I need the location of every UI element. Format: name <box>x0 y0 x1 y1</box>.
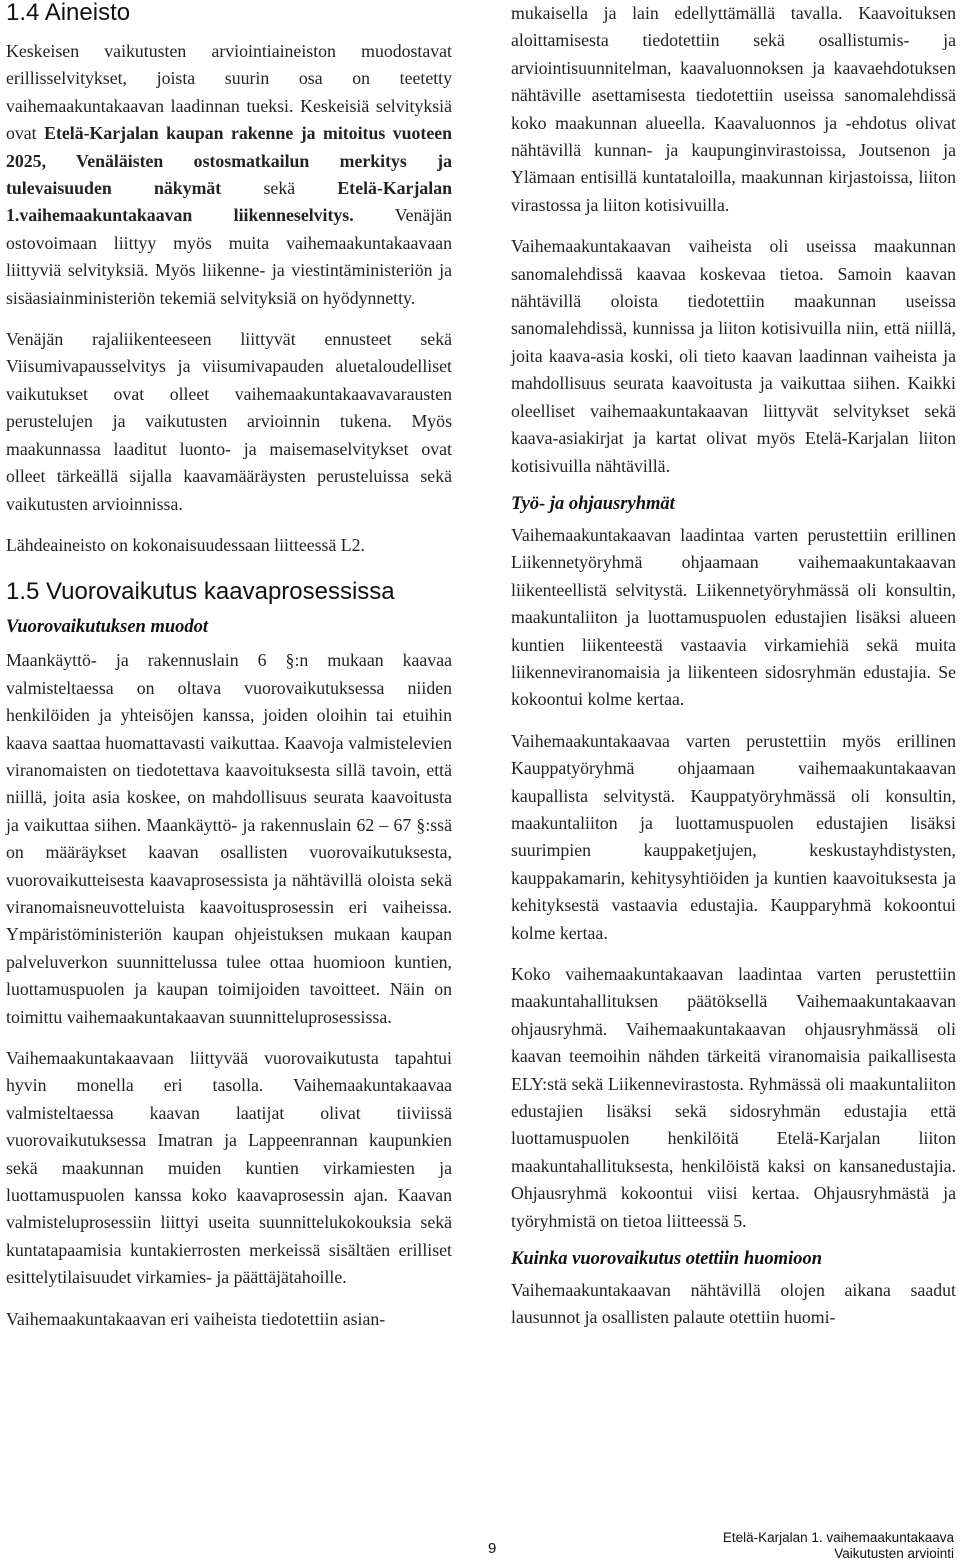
text-run: Venäjän ostovoimaan liittyy myös muita vaihemaakuntakaavaan liittyviä selvityksiä. Myös liikenne- ja viestintäministeriön ja sisäasiainministeriön tekemiä selvityksiä on hyödynnetty. <box>6 205 452 308</box>
paragraph-border-traffic: Venäjän rajaliikenteeseen liittyvät ennusteet sekä Viisumivapausselvitys ja viisumivapauden aluetaloudelliset vaikutukset ovat olleet vaihemaakuntakaavavarausten perustelujen ja vaikutusten arvioinnin tukena. Myös maakunnassa laaditut luonto- ja maisemaselvitykset ovat olleet tärkeällä sijalla kaavamääräysten perusteluissa sekä vaikutusten arvioinnissa. <box>6 329 452 514</box>
paragraph-notifications: mukaisella ja lain edellyttämällä tavalla. Kaavoituksen aloittamisesta tiedotettiin sekä osallistumis- ja arviointisuunnitelman, kaavaluonnoksen ja kaavaehdotuksen nähtäville asettamisesta tiedotettiin useissa sanomalehdissä koko maakunnan alueella. Kaavaluonnos ja -ehdotus olivat nähtävillä kunnan- ja kaupunginvirastoissa, Joutsenon ja Ylämaan entisillä kuntataloilla, maakunnan kirjastoissa, liiton virastossa ja liiton kotisivuilla. <box>511 3 956 215</box>
bold-report-title-traffic: Etelä-Karjalan 1.vaihemaakuntakaavan liikenneselvitys. <box>6 178 452 226</box>
bold-report-titles: Etelä-Karjalan kaupan rakenne ja mitoitus vuoteen 2025, Venäläisten ostosmatkailun merkitys ja tulevaisuuden näkymät <box>6 123 452 199</box>
left-column <box>6 0 452 1333</box>
paragraph-steering-group: Koko vaihemaakuntakaavan laadintaa varten perustettiin maakuntahallituksen päätöksellä Vaihemaakuntakaavan ohjausryhmä. Vaihemaakuntakaavan ohjausryhmässä oli kaavan teemoihin nähden tärkeitä viranomaisia paikallisesta ELY:stä sekä Liikennevirastosta. Ryhmässä oli maakuntaliiton edustajien lisäksi sekä sidosryhmän edustajia että luottamuspuolen henkilöitä Etelä-Karjalan liiton maakuntahallituksesta, henkilöistä kaksi on kansanedustajia. Ohjausryhmä kokoontui viisi kertaa. Ohjausryhmästä ja työryhmistä on tietoa liitteessä 5. <box>511 964 956 1231</box>
footer-title-line: Etelä-Karjalan 1. vaihemaakuntakaava <box>722 1530 954 1545</box>
subheading-vuorovaikutuksen-muodot: Vuorovaikutuksen muodot <box>6 617 209 638</box>
paragraph-traffic-group: Vaihemaakuntakaavan laadintaa varten perustettiin erillinen Liikennetyöryhmä ohjaamaan vaihemaakuntakaavan liikenteellistä selvitystä. Liikennetyöryhmässä oli konsultin, maakuntaliiton ja luottamuspuolen edustajien lisäksi alueen kuntien liikenteestä vastaavia virkamiehiä sekä muita liikenneviranomaisia ja liikenteen sidosryhmän edustajia. Se kokoontui kolme kertaa. <box>511 524 956 710</box>
paragraph-aineisto <box>6 38 452 312</box>
paragraph-continuation: Vaihemaakuntakaavan eri vaiheista tiedotettiin asian- <box>6 1308 386 1329</box>
footer-document-title <box>723 1530 954 1562</box>
paragraph-mrl: Maankäyttö- ja rakennuslain 6 §:n mukaan kaavaa valmisteltaessa on oltava vuorovaikutuksessa niiden henkilöiden ja yhteisöjen kanssa, joiden oloihin tai etuihin kaava saattaa huomattavasti vaikuttaa. Kaavoja valmistelevien viranomaisten on tiedotettava kaavoituksesta sillä tavoin, että niillä, joita asia koskee, on mahdollisuus seurata kaavoitusta ja vaikuttaa siihen. Maankäyttö- ja rakennuslain 62 – 67 §:ssä on määräykset kaavan osallisten vuorovaikutuksesta, vuorovaikutteisesta kaavaprosessista ja nähtävillä oloista sekä viranomaisneuvotteluista kaavoitusprosessin eri vaiheissa. Ympäristöministeriön kaupan ohjeistuksen mukaan kaupan palveluverkon suunnittelussa tulee ottaa huomioon kuntien, luottamuspuolen ja kaupan toimijoiden tavoitteet. Näin on toimittu vaihemaakuntakaavan suunnitteluprosessissa. <box>6 650 452 1027</box>
section-heading-vuorovaikutus: 1.5 Vuorovaikutus kaavaprosessissa <box>6 578 395 606</box>
paragraph-statements: Vaihemaakuntakaavan nähtävillä olojen aikana saadut lausunnot ja osallisten palaute otettiin huomi- <box>511 1280 956 1328</box>
text-run: Keskeisen vaikutusten arviointiaineiston muodostavat erillisselvitykset, joista suurin osa on teetetty vaihemaakuntakaavan laadinnan tueksi. Keskeisiä selvityksiä ovat <box>6 41 452 144</box>
paragraph-interaction-levels: Vaihemaakuntakaavaan liittyvää vuorovaikutusta tapahtui hyvin monella eri tasolla. Vaihemaakuntakaavaa valmisteltaessa kaavan laatijat olivat tiiviissä vuorovaikutuksessa Imatran ja Lappeenrannan kaupunkien sekä maakunnan muiden kuntien virkamiesten ja luottamuspuolen kanssa koko kaavaprosessin ajan. Kaavan valmisteluprosessiin liittyi useita suunnittelukokouksia sekä kuntatapaamisia kuntakierrosten merkeissä sisältäen erilliset esittelytilaisuudet virkamies- ja päättäjätahoille. <box>6 1048 452 1288</box>
text-run: sekä <box>221 178 338 199</box>
page-number: 9 <box>488 1540 497 1557</box>
subheading-tyo-ohjausryhmat: Työ- ja ohjausryhmät <box>511 493 675 514</box>
right-column <box>511 0 956 1332</box>
subheading-kuinka-huomioon: Kuinka vuorovaikutus otettiin huomioon <box>511 1249 822 1270</box>
paragraph-trade-group: Vaihemaakuntakaavaa varten perustettiin myös erillinen Kauppatyöryhmä ohjaamaan vaihemaakuntakaavan kaupallista selvitystä. Kauppatyöryhmässä oli konsultin, maakuntaliiton ja luottamuspuolen edustajien lisäksi suurimpien kauppaketjujen, keskustayhdistysten, kauppakamarin, kehitysyhtiöiden ja kuntien kaavoituksesta ja kehityksestä vastaavia edustajia. Kaupparyhmä kokoontui kolme kertaa. <box>511 730 956 943</box>
footer-subtitle-line: Vaikutusten arviointi <box>834 1546 954 1561</box>
paragraph-source-material: Lähdeaineisto on kokonaisuudessaan liitteessä L2. <box>6 534 365 555</box>
paragraph-newspapers: Vaihemaakuntakaavan vaiheista oli useissa maakunnan sanomalehdissä kaavaa koskevaa tietoa. Samoin kaavan nähtävillä oloista tiedotettiin maakunnan useissa sanomalehdissä, kunnissa ja liiton kotisivuilla niin, että niillä, joita kaava-asia koski, oli tieto kaavan laadinnan vaiheista ja mahdollisuus seurata kaavoitusta ja vaikuttaa siihen. Kaikki oleelliset vaihemaakuntakaavan liittyvät selvitykset sekä kaava-asiakirjat ja kartat olivat myös Etelä-Karjalan liiton kotisivuilla nähtävillä. <box>511 236 956 476</box>
section-heading-aineisto: 1.4 Aineisto <box>6 0 131 26</box>
